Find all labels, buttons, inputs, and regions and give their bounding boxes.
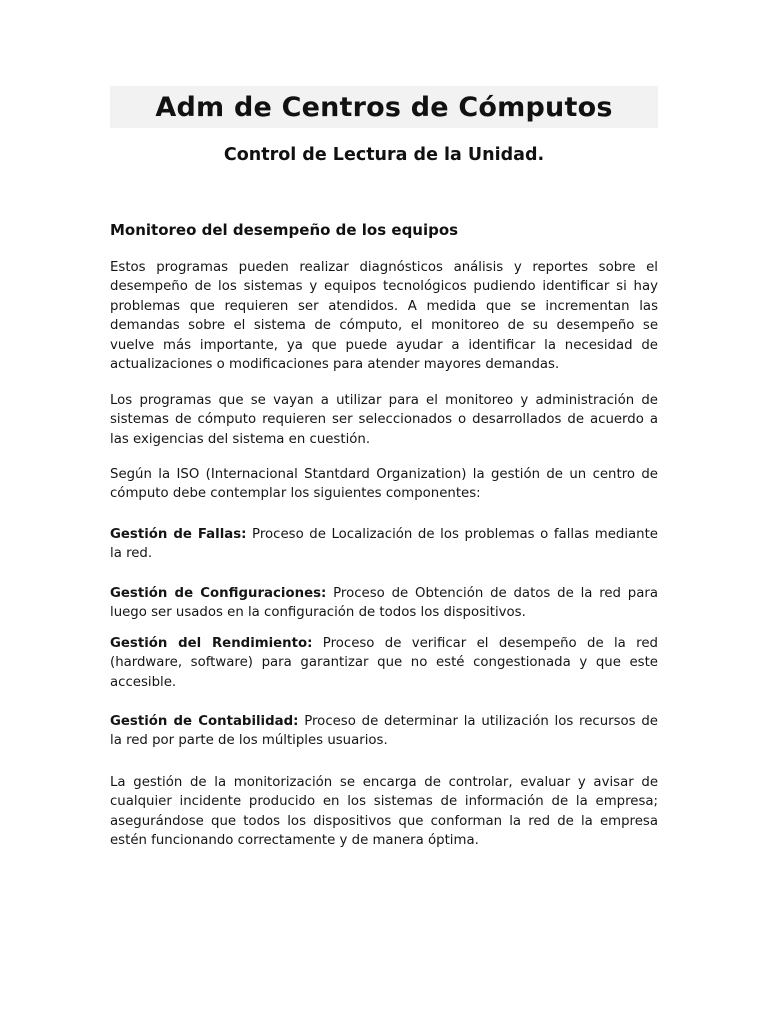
- document-subtitle: Control de Lectura de la Unidad.: [223, 145, 545, 165]
- component-text: Proceso de verificar el desempeño de la red (hardware, software) para garantizar que no esté congestionada y que este accesible.: [110, 636, 658, 690]
- component-label: Gestión de Configuraciones:: [110, 586, 327, 601]
- component-configuraciones: [110, 584, 658, 623]
- component-label: Gestión de Fallas:: [110, 527, 247, 542]
- paragraph-programs: Los programas que se vayan a utilizar para el monitoreo y administración de sistemas de cómputo requieren ser seleccionados o desarrollados de acuerdo a las exigencias del sistema en cuestión.: [110, 393, 658, 447]
- component-label: Gestión de Contabilidad:: [110, 714, 299, 729]
- component-text: Proceso de Obtención de datos de la red para luego ser usados en la configuración de todos los dispositivos.: [110, 586, 658, 621]
- title-band: [110, 86, 658, 128]
- paragraph-intro: Estos programas pueden realizar diagnósticos análisis y reportes sobre el desempeño de los sistemas y equipos tecnológicos pudiendo identificar si hay problemas que requieren ser atendidos. A medida que se incrementan las demandas sobre el sistema de cómputo, el monitoreo de su desempeño se vuelve más importante, ya que puede ayudar a identificar la necesidad de actualizaciones o modificaciones para atender mayores demandas.: [110, 260, 658, 373]
- component-text: Proceso de determinar la utilización los recursos de la red por parte de los múltiples usuarios.: [110, 714, 658, 749]
- component-label: Gestión del Rendimiento:: [110, 636, 313, 651]
- section-heading: Monitoreo del desempeño de los equipos: [110, 221, 459, 239]
- component-text: Proceso de Localización de los problemas o fallas mediante la red.: [110, 527, 658, 562]
- document-title: Adm de Centros de Cómputos: [155, 91, 613, 123]
- component-fallas: [110, 525, 658, 564]
- paragraph-iso: Según la ISO (Internacional Stantdard Organization) la gestión de un centro de cómputo debe contemplar los siguientes componentes:: [110, 467, 658, 502]
- component-contabilidad: [110, 712, 658, 751]
- paragraph-closing: La gestión de la monitorización se encarga de controlar, evaluar y avisar de cualquier incidente producido en los sistemas de información de la empresa; asegurándose que todos los dispositivos que conforman la red de la empresa estén funcionando correctamente y de manera óptima.: [110, 775, 658, 849]
- component-rendimiento: [110, 634, 658, 692]
